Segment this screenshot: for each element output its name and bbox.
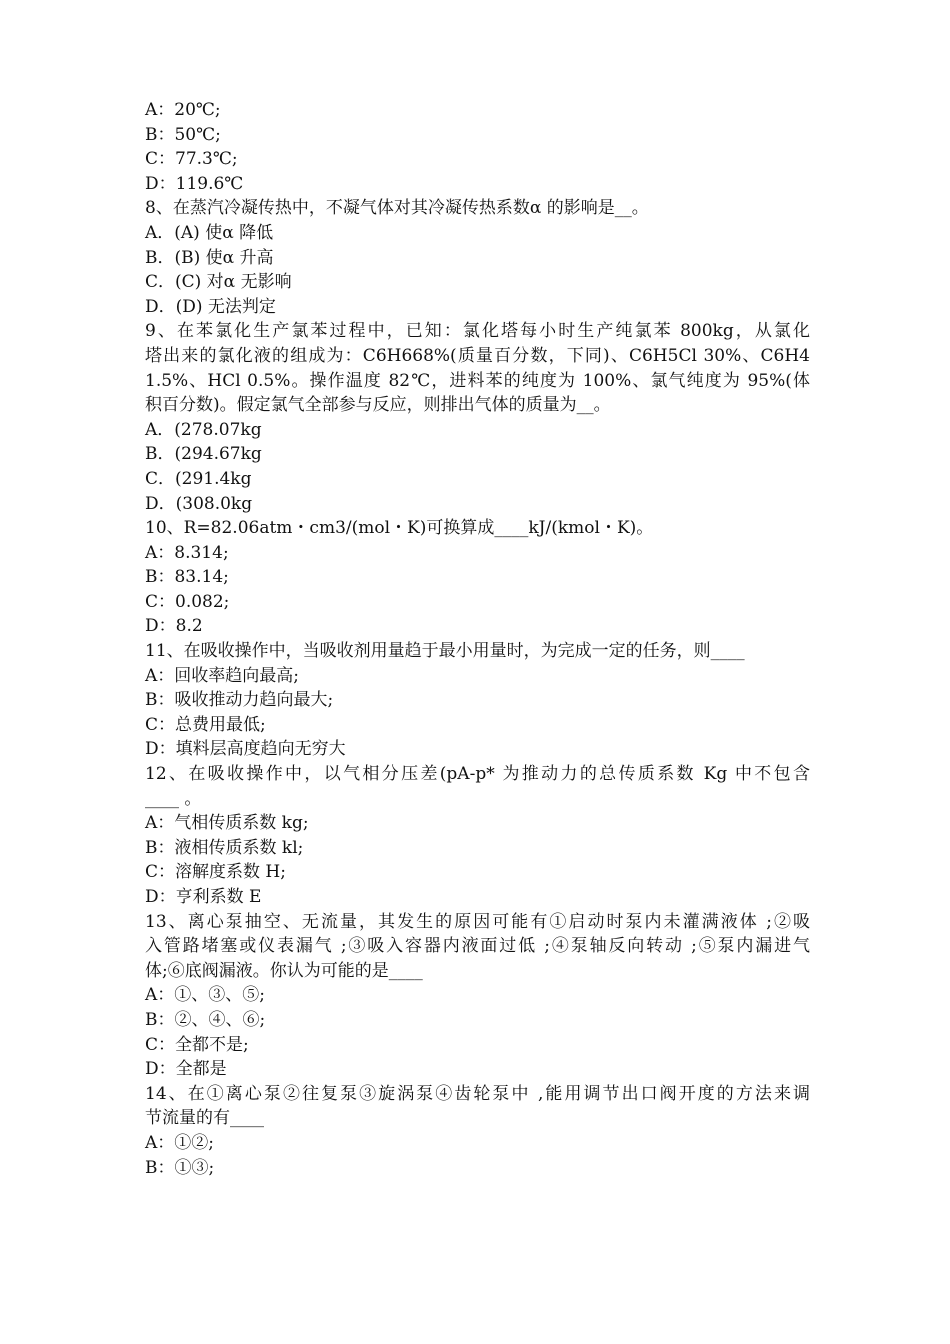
q9-option-a: A．(278.07kg bbox=[145, 419, 262, 440]
q13-question-line-3: 体;⑥底阀漏液。你认为可能的是____ bbox=[145, 960, 423, 981]
q12-option-a: A：气相传质系数 kg; bbox=[145, 813, 309, 834]
q11-question: 11、在吸收操作中，当吸收剂用量趋于最小用量时，为完成一定的任务，则____ bbox=[145, 641, 745, 662]
q12-option-c: C：溶解度系数 H; bbox=[145, 862, 286, 883]
q7-option-b: B：50℃; bbox=[145, 124, 221, 145]
q8-option-b: B．(B) 使α 升高 bbox=[145, 247, 274, 268]
q9-option-c: C．(291.4kg bbox=[145, 468, 252, 489]
q14-option-a: A：①②; bbox=[145, 1132, 215, 1153]
q7-option-a: A：20℃; bbox=[145, 100, 221, 120]
q9-option-b: B．(294.67kg bbox=[145, 444, 262, 465]
q13-question-line-2: 入管路堵塞或仪表漏气 ;③吸入容器内液面过低 ;④泵轴反向转动 ;⑤泵内漏进气 bbox=[145, 936, 810, 957]
q10-question: 10、R=82.06atm・cm3/(mol・K)可换算成____kJ/(kmol・K)。 bbox=[145, 518, 654, 539]
q13-option-d: D：全都是 bbox=[145, 1059, 227, 1080]
q11-option-c: C：总费用最低; bbox=[145, 714, 266, 735]
q12-question-line-1: 12、在吸收操作中，以气相分压差(pA-p* 为推动力的总传质系数 Kg 中不包含 bbox=[145, 764, 810, 785]
q12-option-d: D：亨利系数 E bbox=[145, 887, 262, 907]
q8-question: 8、在蒸汽冷凝传热中，不凝气体对其冷凝传热系数α 的影响是__。 bbox=[145, 198, 649, 219]
q8-option-d: D．(D) 无法判定 bbox=[145, 296, 276, 317]
q7-option-d: D：119.6℃ bbox=[145, 173, 244, 194]
q12-option-b: B：液相传质系数 kl; bbox=[145, 837, 304, 858]
q13-option-b: B：②、④、⑥; bbox=[145, 1009, 266, 1030]
q14-question-line-1: 14、在①离心泵②往复泵③旋涡泵④齿轮泵中 ,能用调节出口阀开度的方法来调 bbox=[145, 1083, 810, 1104]
q9-question-line-3: 1.5%、HCl 0.5%。操作温度 82℃，进料苯的纯度为 100%、氯气纯度为 95%(体 bbox=[145, 370, 810, 391]
document-page bbox=[145, 98, 810, 1180]
q11-option-b: B：吸收推动力趋向最大; bbox=[145, 690, 334, 711]
q10-option-b: B：83.14; bbox=[145, 567, 229, 588]
q13-option-a: A：①、③、⑤; bbox=[145, 985, 266, 1006]
q14-question-line-2: 节流量的有____ bbox=[145, 1108, 264, 1129]
q8-option-c: C．(C) 对α 无影响 bbox=[145, 272, 292, 293]
q8-option-a: A．(A) 使α 降低 bbox=[145, 222, 274, 243]
q11-option-a: A：回收率趋向最高; bbox=[145, 665, 300, 686]
q13-question-line-1: 13、离心泵抽空、无流量，其发生的原因可能有①启动时泵内未灌满液体 ;②吸 bbox=[145, 911, 810, 932]
q9-question-line-1: 9、在苯氯化生产氯苯过程中，已知：氯化塔每小时生产纯氯苯 800kg，从氯化 bbox=[145, 321, 810, 342]
q12-question-line-2: ____ 。 bbox=[145, 788, 202, 809]
q14-option-b: B：①③; bbox=[145, 1157, 215, 1178]
q9-question-line-4: 积百分数)。假定氯气全部参与反应，则排出气体的质量为__。 bbox=[145, 395, 611, 416]
q9-question-line-2: 塔出来的氯化液的组成为：C6H668%(质量百分数，下同)、C6H5Cl 30%、C6H4 bbox=[145, 345, 810, 366]
q13-option-c: C：全都不是; bbox=[145, 1034, 249, 1055]
q11-option-d: D：填料层高度趋向无穷大 bbox=[145, 739, 346, 760]
q9-option-d: D．(308.0kg bbox=[145, 493, 253, 514]
q10-option-a: A：8.314; bbox=[145, 542, 229, 563]
q7-option-c: C：77.3℃; bbox=[145, 149, 238, 170]
q10-option-c: C：0.082; bbox=[145, 591, 230, 612]
q10-option-d: D：8.2 bbox=[145, 616, 203, 637]
